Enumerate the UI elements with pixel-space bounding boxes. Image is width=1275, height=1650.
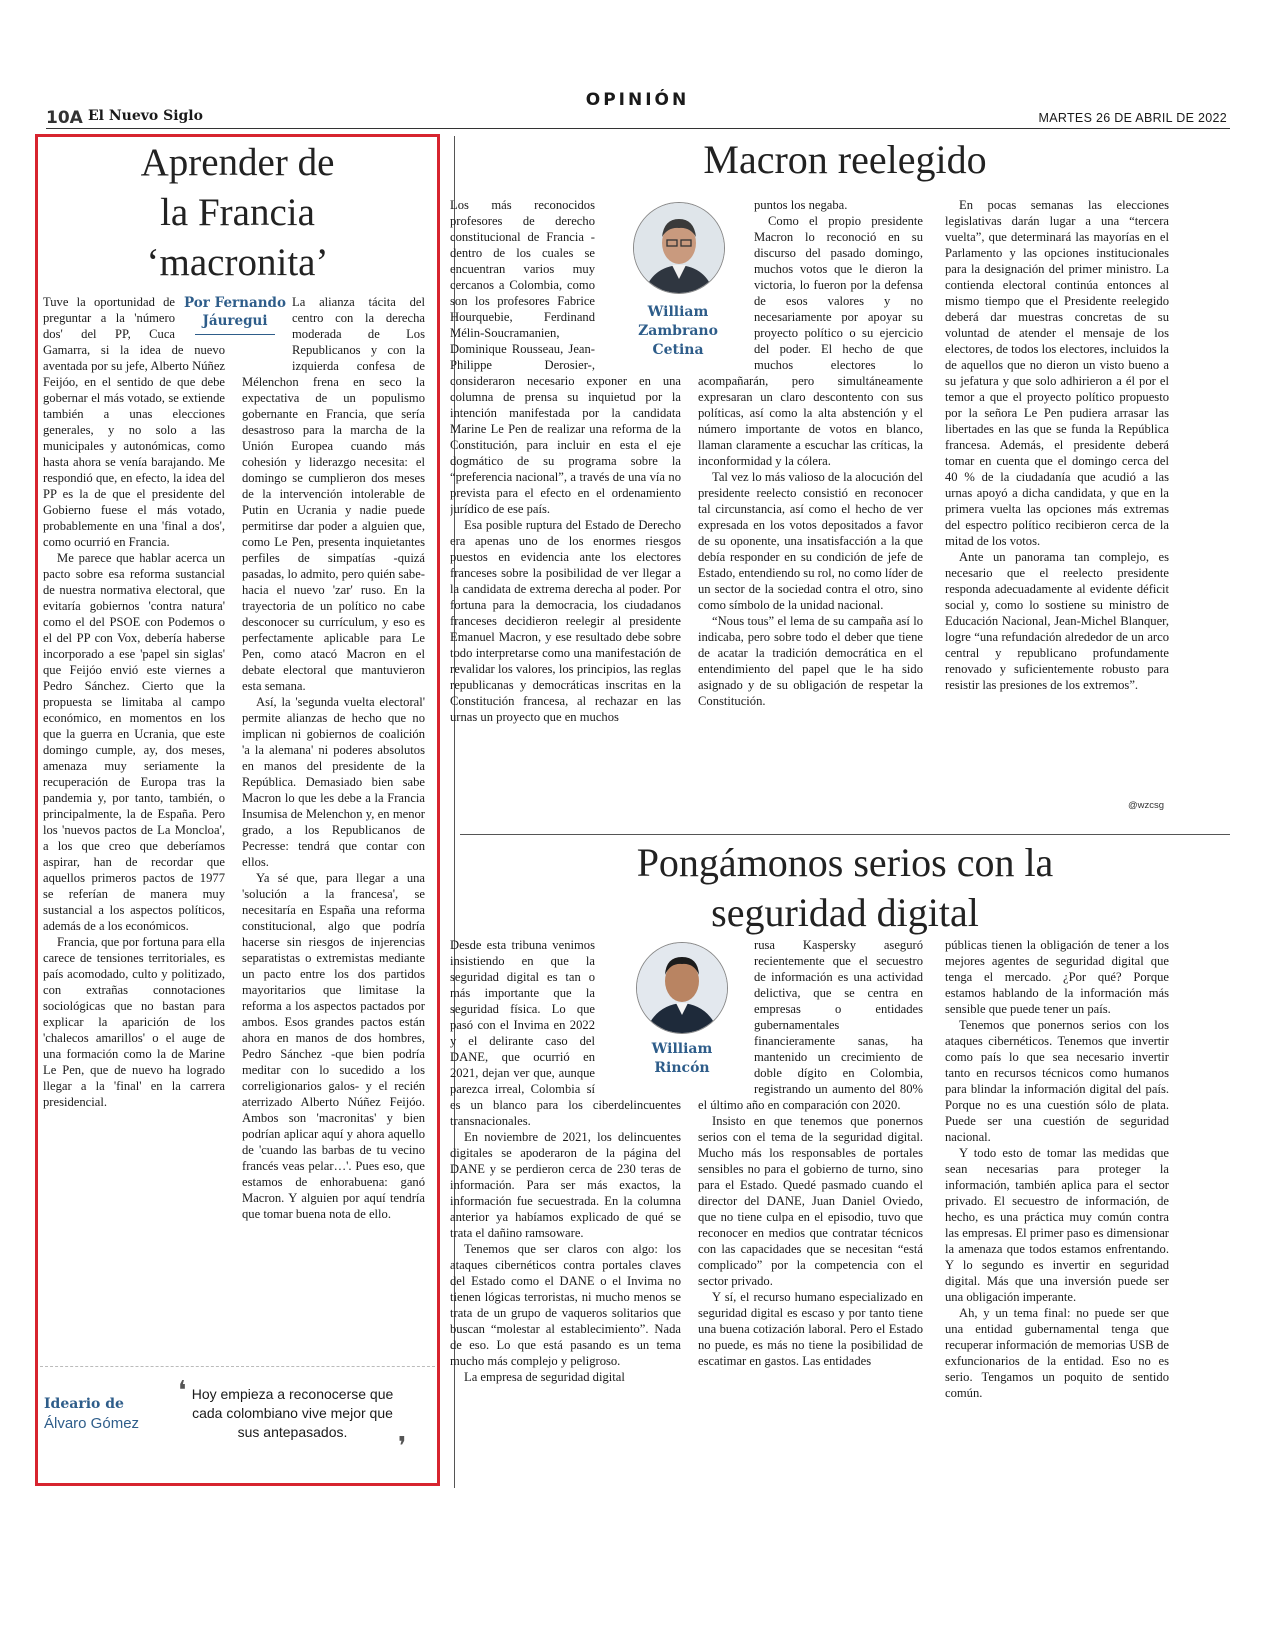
article2-title: Macron reelegido [703, 137, 987, 182]
section-title: OPINIÓN [585, 90, 690, 110]
author-line: Rincón [654, 1060, 710, 1076]
paragraph: puntos los negaba. [754, 198, 848, 212]
article1-col2 [242, 294, 425, 1356]
author-handle: @wzcsg [1128, 800, 1165, 811]
author-line: William [651, 1041, 713, 1057]
paragraph: Y todo esto de tomar las medidas que sean necesarias para proteger la información, también aplica para el sector privado. El secuestro de información, de hecho, es una práctica muy común contra las empresas. El primer paso es dimensionar la amenaza que todos estamos enfrentando. Y lo segundo es invertir en seguridad digital. Más que una inversión puede ser una obligación imperante. [945, 1146, 1169, 1304]
paragraph: Tal vez lo más valioso de la alocución del presidente reelecto consistió en reconocer tal circunstancia, así como el hecho de ver expresada en los votos depositados a favor de su oponente, una insatisfacción a la que debía responder en su condición de jefe de Estado, entendiendo su rol, no como líder de un sector de la sociedad contra el otro, sino como símbolo de la unidad nacional. [698, 470, 923, 612]
paragraph: Los más reconocidos profesores de derecho constitucional de Francia -dentro de los cuales se encuentran varios muy cercanos a Colombia, como son los profesores Fabrice Hourquebie, Ferdinand Mélin-Soucramanien, Dominique Rousseau, Jean-Philippe Derosier-, consideraron necesario exponer en una columna de prensa su inquietud por la intención manifestada por la candidata Marine Le Pen de realizar una reforma de la Constitución, para incluir en esta el eje dogmático de su programa sobre la “preferencia nacional”, a través de una vía no prevista para el efecto en el ordenamiento jurídico de ese país. [450, 198, 681, 516]
masthead-rule [46, 128, 1230, 129]
article2-col1 [450, 197, 681, 817]
newspaper-name: El Nuevo Siglo [88, 108, 203, 124]
paragraph: Francia, que por fortuna para ella carece de tensiones territoriales, es país acomodado, culto y politizado, con extrañas connotaciones sociológicas que no bastan para explicar la aparición de los 'chalecos amarillos' o el auge de una formación como la de Marine Le Pen, que de nuevo ha logrado llegar a la 'final' en la carrera presidencial. [43, 935, 225, 1109]
ideario-title: Ideario de [44, 1396, 124, 1412]
title-line: ‘macronita’ [146, 241, 329, 284]
paragraph: Y sí, el recurso humano especializado en seguridad digital es escaso y por tanto tiene una buena cotización laboral. Pero el Estado no puede, es más no tiene la posibilidad de escatimar en gastos. Las entidades [698, 1290, 923, 1368]
article2-col2 [698, 197, 923, 817]
paragraph: Esa posible ruptura del Estado de Derecho era apenas uno de los enormes riesgos puestos en evidencia ante los electores franceses sobre la posibilidad de ver llegar a la candidata de extrema derecha al poder. Por fortuna para la democracia, los ciudadanos franceses decidieron reelegir al presidente Emanuel Macron, y ese resultado debe sobre todo interpretarse como una manifestación de revalidar los valores, los principios, las reglas republicanas y democráticas inscritas en la Constitución francesa, al rechazar en las urnas un proyecto que en muchos [450, 518, 681, 724]
paragraph: Me parece que hablar acerca un pacto sobre esa reforma sustancial de nuestra normativa electoral, que evitaría gobiernos 'contra natura' como el del PSOE con Podemos o el del PP con Vox, debería haberse incorporado a ese 'papel sin siglas' que Feijóo envió este viernes a Pedro Sánchez. Cierto que la propuesta se limitaba al campo económico, en momentos en los que la guerra en Ucrania, que este domingo cumple, ay, dos meses, amenaza muy seriamente la recuperación de Europa tras la pandemia y, por tanto, también, o principalmente, la de España. Pero los 'nuevos pactos de La Moncloa', a los que creo que deberíamos aspirar, han de recordar que aquellos primeros pactos de 1977 se referían de manera muy sustancial a los aspectos políticos, además de a los económicos. [43, 551, 225, 933]
title-line: Pongámonos serios con la [636, 840, 1054, 885]
paragraph: Ante un panorama tan complejo, es necesario que el reelecto presidente responda adecuadamente al evidente déficit social y, como lo sostiene su ministro de Educación Nacional, Jean-Michel Blanquer, logre “una refundación alrededor de un arco central y republicano profundamente renovado y suficientemente robusto para resistir las presiones de los extremos”. [945, 550, 1169, 692]
title-line: Aprender de [140, 141, 335, 184]
close-quote-icon: ❜ [398, 1432, 407, 1462]
article3-col2 [698, 937, 923, 1462]
title-line: seguridad digital [711, 890, 979, 935]
issue-date: MARTES 26 DE ABRIL DE 2022 [1038, 111, 1227, 125]
article-divider [460, 834, 1230, 835]
paragraph: “Nous tous” el lema de su campaña así lo indicaba, pero sobre todo el deber que tiene de acatar la tradición democrática en el entendimiento del papel que le ha sido asignado y de su obligación de respetar la Constitución. [698, 614, 923, 708]
article3-col1 [450, 937, 681, 1462]
paragraph: La empresa de seguridad digital [464, 1370, 625, 1384]
author-line: Zambrano [638, 323, 718, 339]
paragraph: En pocas semanas las elecciones legislativas darán lugar a una “tercera vuelta”, que determinará las mayorías en el Parlamento y las opciones institucionales para la designación del primer ministro. La contienda electoral continúa entonces al mismo tiempo que el Presidente reelegido deberá dar muestras concretas de su voluntad de atender el mensaje de los electores, de todos los electores, incluidos la de aquellos que no dieron un visto bueno a su jefatura y que solo adhirieron a él por el temor a que el proyecto político propuesto por la señora Le Pen pudiera arrasar las libertades en las que se funda la República francesa. Además, el presidente deberá tomar en cuenta que el domingo cerca del 40 % de la ciudadanía que acudió a las urnas apoyó a dicha candidata, y que en la primera vuelta las opciones más extremas del espectro político recibieron cerca de la mitad de los votos. [945, 198, 1169, 548]
article3-col3 [945, 937, 1169, 1462]
paragraph: Ah, y un tema final: no puede ser que una entidad gubernamental tenga que recuperar información de memorias USB de exfuncionarios de la entidad. Eso no es serio. Tengamos un poquito de sentido común. [945, 1306, 1169, 1400]
paragraph: Así, la 'segunda vuelta electoral' permite alianzas de hecho que no implican ni gobiernos de coalición 'a la alemana' ni poderes absolutos en manos del presidente de la República. Demasiado bien sabe Macron lo que les debe a la Francia Insumisa de Melenchon y, en menor grado, a los Republicanos de Pecresse: tendrá que contar con ellos. [242, 695, 425, 869]
article3-title [460, 838, 1230, 938]
page-number: 10A [46, 108, 83, 128]
paragraph: Tenemos que ser claros con algo: los ataques cibernéticos contra portales claves del Estado como el DANE o el Invima no tienen lógicas terroristas, ni mucho menos se trata de un grupo de vaqueros solitarios que buscan “molestar al establecimiento”. Nada de eso. Lo que está pasando es un tema mucho más complejo y peligroso. [450, 1242, 681, 1368]
paragraph: Ya sé que, para llegar a una 'solución a la francesa', se necesitaría en España una reforma constitucional, algo que podría hacerse sin riesgos de injerencias separatistas o extremistas mediante un pacto entre los dos partidos mayoritarios que limitase la reforma a los aspectos pactados por ambos. Esos grandes pactos están ahora en manos de dos hombres, Pedro Sánchez -que bien podría meditar con lo sucedido a los correligionarios galos- y el recién aterrizado Alberto Núñez Feijóo. Ambos son 'macronitas' y bien podrían aplicar aquí y ahora aquello de 'cuando las barbas de tu vecino francés veas pelar…'. Pues eso, que estamos de enhorabuena: ganó Macron. Y alguien por aquí tendría que tomar buena nota de ello. [242, 871, 425, 1221]
article2-col3 [945, 197, 1169, 795]
paragraph: Tuve la oportunidad de preguntar a la 'número dos' del PP, Cuca Gamarra, si la idea de nuevo aventada por su jefe, Alberto Núñez Feijóo, en el sentido de que debe gobernar el más votado, se extiende también a unas elecciones generales, y no solo a las municipales y autonómicas, como hasta ahora se venía barajando. Me respondió que, en efecto, la idea del PP es la de que el presidente del Gobierno fuese el más votado, probablemente en una 'final a dos', como ocurrió en Francia. [43, 295, 225, 549]
ideario-author: Álvaro Gómez [44, 1415, 140, 1432]
article1-col1 [43, 294, 225, 1356]
byline-text: Por Fernando Jáuregui [184, 295, 286, 329]
paragraph: públicas tienen la obligación de tener a los mejores agentes de seguridad digital que tenga el mercado. ¿Por qué? Porque estamos hablando de la información más sensible que puede tener un país. [945, 938, 1169, 1016]
author-line: William [647, 304, 709, 320]
open-quote-icon: ❛ [178, 1376, 187, 1406]
paragraph: Desde esta tribuna venimos insistiendo en que la seguridad digital es tan o más importante que la seguridad física. Lo que pasó con el Invima en 2022 y el delirante caso del DANE, que ocurrió en 2021, dejan ver que, aunque parezca irreal, Colombia sí es un blanco para los ciberdelincuentes transnacionales. [450, 938, 681, 1128]
paragraph: Insisto en que tenemos que ponernos serios con el tema de la seguridad digital. Mucho más los responsables de portales sensibles no para el gobierno de turno, sino para el Estado. Quedé pasmado cuando el director del DANE, Juan Daniel Oviedo, que no tiene culpa en el episodio, tuvo que reconocer en medios que contratar técnicos con las capacidades que se necesitan “está complicado” por la competencia con el sector privado. [698, 1114, 923, 1288]
author-line: Cetina [652, 342, 704, 358]
title-line: la Francia [160, 191, 315, 234]
paragraph: rusa Kaspersky aseguró recientemente que el secuestro de información es una actividad delictiva, que se centra en empresas o entidades gubernamentales financieramente sanas, ha mantenido un crecimiento de doble dígito en Colombia, registrando un aumento del 80% el último año en comparación con 2020. [698, 938, 923, 1112]
paragraph: En noviembre de 2021, los delincuentes digitales se apoderaron de la página del DANE y se perdieron cerca de 230 teras de información. Para ser más exactos, la información fue secuestrada. En la columna anterior ya habíamos explicado de qué se trata el dañino ramsoware. [450, 1130, 681, 1240]
ideario-quote: Hoy empieza a reconocerse que cada colombiano vive mejor que sus antepasados. [191, 1386, 394, 1440]
article1-title [50, 138, 425, 288]
paragraph: Tenemos que ponernos serios con los ataques cibernéticos. Tenemos que invertir como país lo que sea necesario invertir tanto en recursos técnicos como humanos para blindar la información digital del país. Porque no es una cuestión sólo de plata. Puede ser una cuestión de seguridad nacional. [945, 1018, 1169, 1144]
paragraph: La alianza tácita del centro con la derecha moderada de Los Republicanos y con la izquierda confesa de Mélenchon frena en seco la expectativa de un populismo gobernante en Francia, que sería desastroso para la marcha de la Unión Europea cuando más cohesión y liderazgo necesita: el domingo se cumplieron dos meses de la intervención intolerable de Putin en Ucrania y nadie puede permitirse dar poder a alguien que, como Le Pen, presenta inquietantes perfiles de simpatías -quizá pasadas, lo admito, pero quién sabe- hacia el nuevo 'zar' ruso. En la trayectoria de un político no cabe desconocer su currículum, y eso es perfectamente aplicable para Le Pen, como atacó Macron en el debate electoral que mantuvieron esta semana. [242, 295, 425, 693]
paragraph: Como el propio presidente Macron lo reconoció en su discurso del pasado domingo, muchos votos que le dieron la victoria, lo fueron por la defensa de esos valores y no necesariamente por apoyar su proyecto político o su ejercicio del poder. El hecho de que muchos electores lo acompañarán, pero simultáneamente expresaran un claro descontento con sus políticas, así como la alta abstención y el número importante de votos en blanco, llaman claramente a escuchar las críticas, la inconformidad y la cólera. [698, 214, 923, 468]
